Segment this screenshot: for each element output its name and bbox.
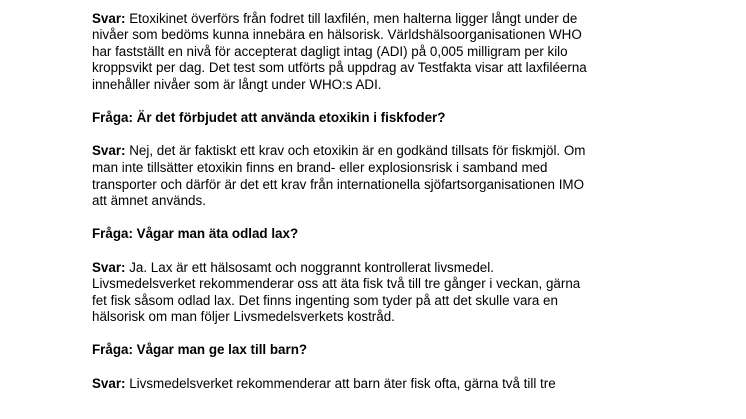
answer-label: Svar: (92, 375, 126, 391)
answer-line: Svar: Livsmedelsverket rekommenderar att barn äter fisk ofta, gärna två till tre (92, 375, 556, 391)
top-fragment (92, 0, 652, 11)
answer-label: Svar: (92, 259, 126, 275)
answer-line: att ämnet används. (92, 193, 206, 209)
answer-line: Svar: Ja. Lax är ett hälsosamt och noggrannt kontrollerat livsmedel. (92, 259, 494, 275)
question-heading: Fråga: Vågar man äta odlad lax? (92, 226, 299, 242)
answer-paragraph (92, 260, 652, 326)
answer-paragraph (92, 11, 652, 94)
answer-label: Svar: (92, 143, 126, 159)
answer-line: transporter och därför är det ett krav från internationella sjöfartsorganisationen IMO (92, 176, 584, 192)
answer-paragraph (92, 376, 652, 393)
answer-line: fet fisk såsom odlad lax. Det finns ingenting som tyder på att det skulle vara en (92, 292, 558, 308)
answer-line: hälsorisk om man följer Livsmedelsverkets kostråd. (92, 309, 395, 325)
answer-label: Svar: (92, 10, 126, 26)
answer-paragraph (92, 143, 652, 209)
answer-line: innehåller nivåer som är långt under WHO:s ADI. (92, 76, 382, 92)
answer-line: Livsmedelsverket rekommenderar oss att äta fisk två till tre gånger i veckan, gärna (92, 276, 581, 292)
answer-line: nivåer som bedöms kunna innebära en hälsorisk. Världshälsoorganisationen WHO (92, 27, 582, 43)
answer-line: man inte tillsätter etoxikin finns en brand- eller explosionsrisk i samband med (92, 159, 548, 175)
answer-line: kroppsvikt per dag. Det test som utförts på uppdrag av Testfakta visar att laxfiléerna (92, 60, 587, 76)
answer-line: har fastställt en nivå för accepterat dagligt intag (ADI) på 0,005 milligram per kilo (92, 43, 568, 59)
answer-line: Svar: Etoxikinet överförs från fodret till laxfilén, men halterna ligger långt under de (92, 10, 578, 26)
answer-line: Svar: Nej, det är faktiskt ett krav och etoxikin är en godkänd tillsats för fiskmjöl. Om (92, 143, 586, 159)
question-heading: Fråga: Vågar man ge lax till barn? (92, 342, 308, 358)
document-page (92, 0, 652, 409)
question-heading: Fråga: Är det förbjudet att använda etoxikin i fiskfoder? (92, 110, 446, 126)
